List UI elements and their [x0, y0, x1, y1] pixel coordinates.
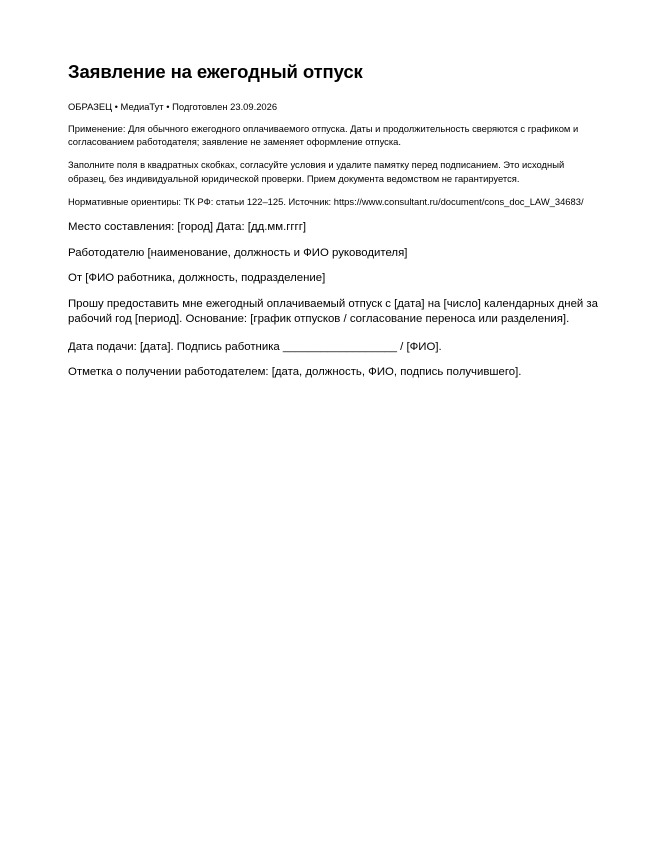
legal-reference-note: Нормативные ориентиры: ТК РФ: статьи 122–125. Источник: https://www.consultant.ru/document/cons_doc_LAW_34683/ [68, 195, 584, 207]
signature-line: Дата подачи: [дата]. Подпись работника __________________ / [ФИО]. [68, 340, 442, 353]
receipt-mark-line: Отметка о получении работодателем: [дата, должность, ФИО, подпись получившего]. [68, 366, 522, 379]
sender-line: От [ФИО работника, должность, подразделение] [68, 272, 326, 285]
fill-instructions-note: Заполните поля в квадратных скобках, согласуйте условия и удалите памятку перед подписанием. Это исходный образец, без индивидуальной юридической проверки. Прием документа ведомством не гарантируется. [68, 159, 565, 184]
request-paragraph: Прошу предоставить мне ежегодный оплачиваемый отпуск с [дата] на [число] календарных дней за рабочий год [период]. Основание: [график отпусков / согласование переноса или разделения]. [68, 297, 598, 326]
addressee-line: Работодателю [наименование, должность и ФИО руководителя] [68, 246, 408, 259]
usage-note: Применение: Для обычного ежегодного оплачиваемого отпуска. Даты и продолжительность сверяются с графиком и согласованием работодателя; заявление не заменяет оформление отпуска. [68, 123, 579, 148]
document-meta-line: ОБРАЗЕЦ • МедиаТут • Подготовлен 23.09.2026 [68, 101, 278, 112]
place-date-line: Место составления: [город] Дата: [дд.мм.гггг] [68, 221, 307, 234]
document-title: Заявление на ежегодный отпуск [68, 61, 363, 82]
document-page [68, 58, 598, 381]
